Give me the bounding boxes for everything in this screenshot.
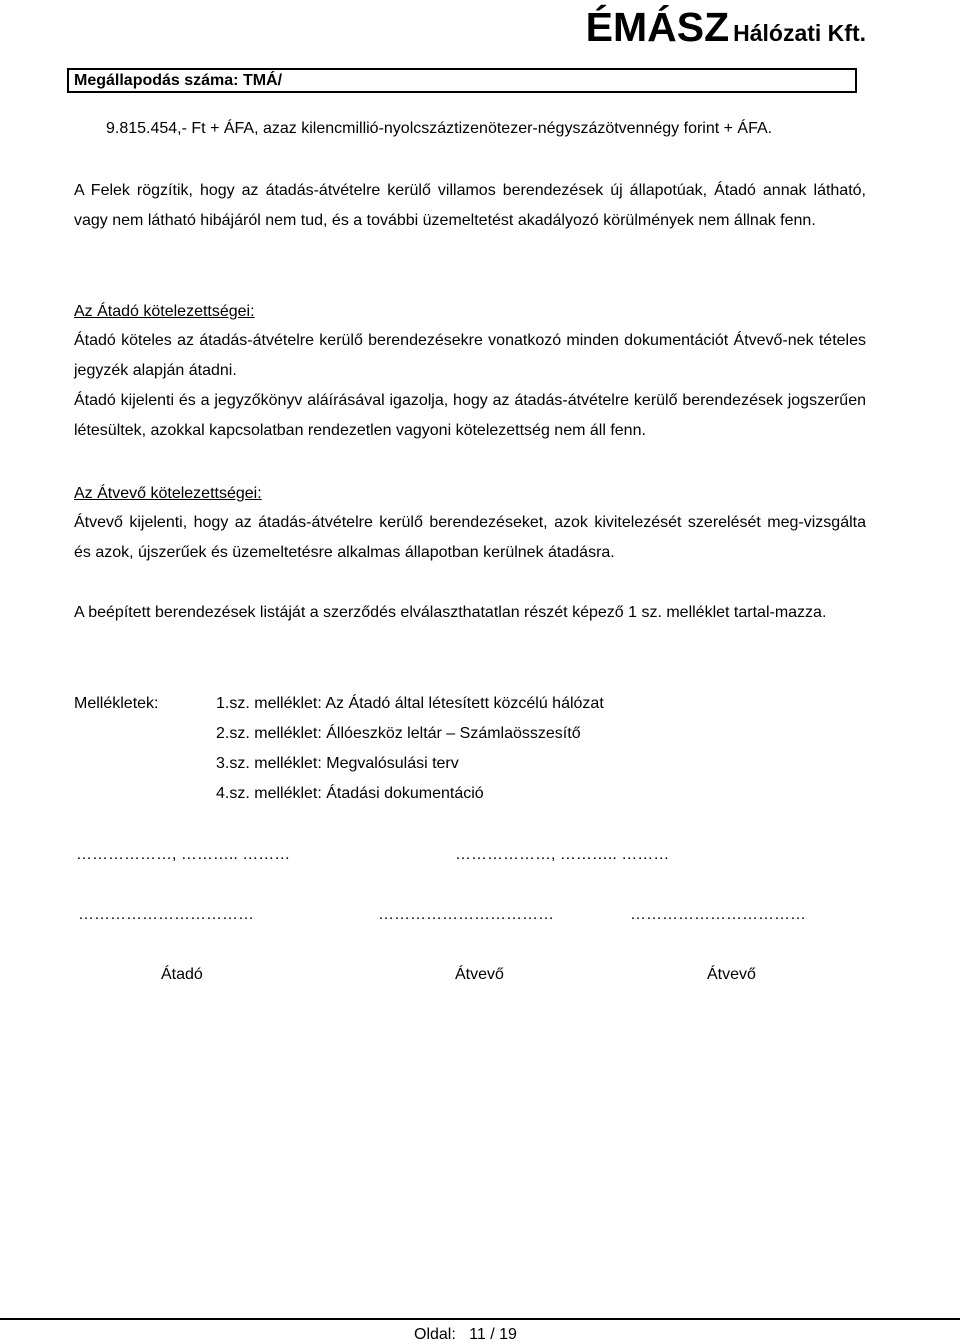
page-number: Oldal: 11 / 19 — [414, 1326, 517, 1343]
signature-line-atado: …………………………… — [78, 906, 254, 923]
attachments-label: Mellékletek: — [74, 695, 159, 712]
atado-obligations-heading: Az Átadó kötelezettségei: — [74, 303, 255, 320]
agreement-number-label: Megállapodás száma: TMÁ/ — [74, 72, 283, 89]
signature-line-atvevo-2: …………………………… — [630, 906, 806, 923]
company-suffix: Hálózati Kft. — [733, 20, 866, 46]
signature-line-atvevo-1: …………………………… — [378, 906, 554, 923]
agreement-number-box — [67, 68, 857, 93]
atado-obligation-documents: Átadó köteles az átadás-átvételre kerülő berendezésekre vonatkozó minden dokumentációt Átvevő-nek tételes jegyzék alapján átadni. — [74, 332, 866, 379]
attachment-item: 4.sz. melléklet: Átadási dokumentáció — [216, 785, 484, 802]
installed-equipment-paragraph: A beépített berendezések listáját a szerződés elválaszthatatlan részét képező 1 sz. melléklet tartal-mazza. — [74, 604, 827, 621]
place-date-field-2: ………………, ……….. ……… — [455, 846, 670, 863]
paragraph-condition: A Felek rögzítik, hogy az átadás-átvételre kerülő villamos berendezések új állapotúak, Átadó annak látható, vagy nem látható hibájáról nem tud, és a további üzemeltetést akadályozó körülmények nem állnak fenn. — [74, 182, 866, 229]
atado-obligation-declaration: Átadó kijelenti és a jegyzőkönyv aláírásával igazolja, hogy az átadás-átvételre kerülő berendezések jogszerűen létesültek, azokkal kapcsolatban rendezetlen vagyoni kötelezettség nem áll fenn. — [74, 392, 866, 439]
atvevo-obligation-declaration: Átvevő kijelenti, hogy az átadás-átvételre kerülő berendezéseket, azok kivitelezését szerelését meg-vizsgálta és azok, újszerűek és üzemeltetésre alkalmas állapotban kerülnek átadásra. — [74, 514, 866, 561]
place-date-field-1: ………………, ……….. ……… — [76, 846, 291, 863]
atvevo-obligations-heading: Az Átvevő kötelezettségei: — [74, 485, 262, 502]
attachment-item: 3.sz. melléklet: Megvalósulási terv — [216, 755, 459, 772]
footer-divider — [0, 1318, 960, 1320]
signature-label-atvevo-1: Átvevő — [455, 966, 504, 983]
price-line: 9.815.454,- Ft + ÁFA, azaz kilencmillió-nyolcszáztizenötezer-négyszázötvennégy forint + ÁFA. — [106, 120, 773, 137]
company-logo — [586, 4, 866, 51]
company-name: ÉMÁSZ — [585, 4, 730, 50]
signature-label-atvevo-2: Átvevő — [707, 966, 756, 983]
signature-label-atado: Átadó — [161, 966, 203, 983]
attachment-item: 2.sz. melléklet: Állóeszköz leltár – Számlaösszesítő — [216, 725, 581, 742]
attachment-item: 1.sz. melléklet: Az Átadó által létesített közcélú hálózat — [216, 695, 604, 712]
